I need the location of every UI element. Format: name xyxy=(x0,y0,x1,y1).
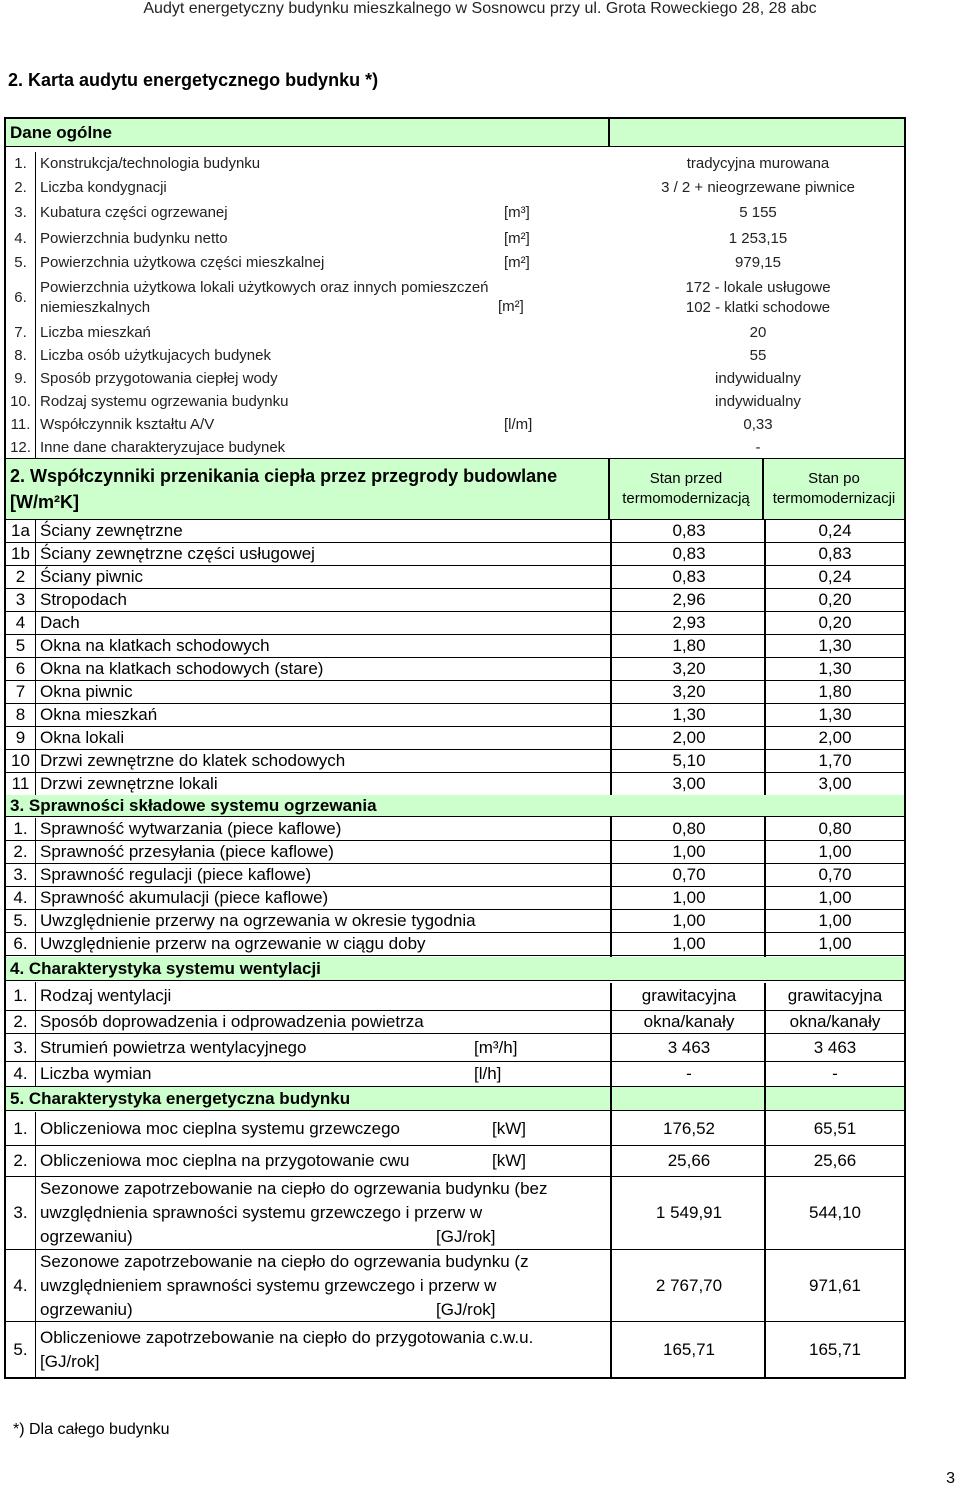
general-row xyxy=(6,344,904,367)
value-before: 5,10 xyxy=(672,751,706,770)
value-before: 1 549,91 xyxy=(655,1203,723,1222)
row-number: 7 xyxy=(6,681,36,703)
row-unit: [kW] xyxy=(492,1151,526,1170)
footnote: *) Dla całego budynku xyxy=(13,1421,170,1438)
row-value: indywidualny xyxy=(715,370,801,387)
separator-before-3 xyxy=(610,817,612,957)
row-label-line2: [GJ/rok] xyxy=(40,1352,100,1371)
value-after: 0,70 xyxy=(818,865,852,884)
row-number: 11. xyxy=(6,413,36,436)
row-label: Stropodach xyxy=(40,590,127,609)
value-after: 65,51 xyxy=(813,1118,857,1138)
row-number: 3. xyxy=(6,864,36,886)
row-label-line3 xyxy=(40,1225,610,1249)
value-after: 1,00 xyxy=(818,911,852,930)
row-unit: [GJ/rok] xyxy=(436,1227,496,1246)
value-after: okna/kanały xyxy=(789,1012,881,1031)
u-value-row xyxy=(6,658,904,681)
energy-row xyxy=(6,1112,904,1146)
section4-heading-row xyxy=(6,957,904,981)
value-before: 3,20 xyxy=(672,682,706,701)
row-label-line1: Obliczeniowe zapotrzebowanie na ciepło do przygotowania c.w.u. xyxy=(40,1328,534,1347)
general-row xyxy=(6,274,904,321)
row-unit xyxy=(474,1011,564,1033)
row-label: Obliczeniowa moc cieplna systemu grzewczego xyxy=(40,1118,400,1138)
row-value-line2: 102 - klatki schodowe xyxy=(685,298,831,316)
row-label: Ściany zewnętrzne xyxy=(40,521,183,540)
row-value: 3 / 2 + nieogrzewane piwnice xyxy=(661,178,855,196)
row-number: 7. xyxy=(6,321,36,344)
row-label: Liczba wymian xyxy=(40,1064,152,1083)
row-label: Sposób doprowadzenia i odprowadzenia powietrza xyxy=(40,1012,424,1031)
row-label: Współczynnik kształtu A/V xyxy=(40,416,215,433)
energy-row xyxy=(6,1177,904,1250)
efficiency-row xyxy=(6,818,904,841)
value-before: 2,93 xyxy=(672,613,706,632)
value-before: 165,71 xyxy=(663,1340,715,1359)
value-before: 3,20 xyxy=(672,659,706,678)
row-label-line2: uwzględnieniem sprawności systemu grzewczego i przerw w xyxy=(40,1275,497,1295)
u-value-row xyxy=(6,589,904,612)
u-value-row xyxy=(6,704,904,727)
row-number: 9. xyxy=(6,367,36,390)
row-label xyxy=(36,1250,610,1321)
row-number: 3. xyxy=(6,1034,36,1061)
u-value-row xyxy=(6,566,904,589)
row-unit xyxy=(504,390,584,413)
value-before: 1,30 xyxy=(672,705,706,724)
row-number: 1. xyxy=(6,1112,36,1145)
value-after: 0,24 xyxy=(818,521,852,540)
general-row xyxy=(6,367,904,390)
row-number: 2 xyxy=(6,566,36,588)
value-after: 2,00 xyxy=(818,728,852,747)
row-unit xyxy=(474,982,564,1010)
value-before: 176,52 xyxy=(663,1118,715,1138)
row-label: Okna na klatkach schodowych xyxy=(40,636,270,655)
value-before: 1,00 xyxy=(672,888,706,907)
value-after: - xyxy=(832,1064,838,1083)
ventilation-row xyxy=(6,982,904,1011)
row-label: Konstrukcja/technologia budynku xyxy=(40,155,261,172)
value-after: 971,61 xyxy=(809,1275,861,1295)
row-label: Okna mieszkań xyxy=(40,705,158,724)
row-label: Liczba kondygnacji xyxy=(40,178,167,196)
row-unit xyxy=(504,436,584,458)
value-before: 2,96 xyxy=(672,590,706,609)
section4-heading: 4. Charakterystyka systemu wentylacji xyxy=(10,958,321,978)
row-label: Sposób przygotowania ciepłej wody xyxy=(40,370,278,387)
separator-before-1 xyxy=(610,983,612,1377)
efficiency-row xyxy=(6,933,904,956)
row-label: Drzwi zewnętrzne do klatek schodowych xyxy=(40,751,346,770)
row-number: 5. xyxy=(6,250,36,274)
u-value-row xyxy=(6,543,904,566)
section2-heading-line2: [W/m²K] xyxy=(10,492,79,512)
row-number: 10 xyxy=(6,750,36,772)
value-after: 1,00 xyxy=(818,934,852,953)
row-number: 11 xyxy=(6,773,36,795)
row-label: Rodzaj systemu ogrzewania budynku xyxy=(40,393,289,410)
row-unit: [kW] xyxy=(492,1118,526,1138)
row-number: 2. xyxy=(6,175,36,199)
energy-row xyxy=(6,1146,904,1177)
row-unit: [l/m] xyxy=(504,416,533,433)
efficiency-row xyxy=(6,864,904,887)
row-label xyxy=(36,274,496,321)
row-number: 5. xyxy=(6,910,36,932)
value-before: 1,80 xyxy=(672,636,706,655)
value-before: grawitacyjna xyxy=(641,986,737,1005)
u-value-row xyxy=(6,635,904,658)
general-heading: Dane ogólne xyxy=(6,119,610,146)
row-label: Sprawność przesyłania (piece kaflowe) xyxy=(40,842,334,861)
row-unit: [m²] xyxy=(498,298,524,315)
u-value-row xyxy=(6,612,904,635)
row-label: Obliczeniowa moc cieplna na przygotowanie cwu xyxy=(40,1151,410,1170)
row-label xyxy=(36,1322,610,1378)
section3-heading: 3. Sprawności składowe systemu ogrzewania xyxy=(10,795,377,815)
row-number: 5. xyxy=(6,1322,36,1378)
value-before: 3,00 xyxy=(672,774,706,793)
value-after: 0,24 xyxy=(818,567,852,586)
row-value: tradycyjna murowana xyxy=(686,155,830,172)
row-number: 4. xyxy=(6,1062,36,1086)
row-unit: [GJ/rok] xyxy=(436,1299,496,1319)
row-label-line3-text: ogrzewaniu) xyxy=(40,1299,133,1319)
row-label-line1: Sezonowe zapotrzebowanie na ciepło do ogrzewania budynku (bez xyxy=(40,1179,548,1198)
page-title: 2. Karta audytu energetycznego budynku *) xyxy=(8,70,379,90)
row-unit xyxy=(504,175,584,199)
row-label: Okna na klatkach schodowych (stare) xyxy=(40,659,324,678)
efficiency-row xyxy=(6,887,904,910)
row-number: 6. xyxy=(6,274,36,321)
row-number: 4. xyxy=(6,887,36,909)
row-label: Ściany zewnętrzne części usługowej xyxy=(40,544,315,563)
row-number: 6. xyxy=(6,933,36,955)
value-after: 25,66 xyxy=(813,1151,857,1170)
row-label-line2: niemieszkalnych xyxy=(40,298,151,316)
value-after: 1,70 xyxy=(818,751,852,770)
row-number: 10. xyxy=(6,390,36,413)
separator-after-2 xyxy=(764,520,766,795)
value-before: 2 767,70 xyxy=(655,1275,723,1295)
row-label: Okna lokali xyxy=(40,728,125,747)
row-label: Kubatura części ogrzewanej xyxy=(40,204,228,221)
row-number: 9 xyxy=(6,727,36,749)
value-before: okna/kanały xyxy=(643,1012,735,1031)
value-before: 0,83 xyxy=(672,521,706,540)
row-value-line1: 172 - lokale usługowe xyxy=(685,278,831,296)
row-value: 20 xyxy=(749,324,767,341)
section5-heading: 5. Charakterystyka energetyczna budynku xyxy=(10,1088,351,1108)
page-number: 3 xyxy=(946,1470,955,1487)
row-number: 1a xyxy=(6,520,36,542)
row-label-line1: Powierzchnia użytkowa lokali użytkowych oraz innych pomieszczeń xyxy=(40,278,489,296)
row-number: 8. xyxy=(6,344,36,367)
row-label: Inne dane charakteryzujace budynek xyxy=(40,438,286,456)
row-unit: [m²] xyxy=(504,253,530,271)
separator-before-2 xyxy=(610,520,612,795)
general-heading-row xyxy=(6,119,904,147)
general-row xyxy=(6,321,904,344)
value-before: 0,80 xyxy=(672,819,706,838)
row-unit: [m²] xyxy=(504,229,530,247)
document-header: Audyt energetyczny budynku mieszkalnego w Sosnowcu przy ul. Grota Roweckiego 28, 28 abc xyxy=(143,0,817,17)
row-label: Rodzaj wentylacji xyxy=(40,986,172,1005)
row-number: 3 xyxy=(6,589,36,611)
value-before: 1,00 xyxy=(672,911,706,930)
value-before: 2,00 xyxy=(672,728,706,747)
value-before: - xyxy=(686,1064,692,1083)
row-number: 1. xyxy=(6,152,36,175)
row-value: 979,15 xyxy=(735,253,781,271)
u-value-row xyxy=(6,727,904,750)
value-after: 165,71 xyxy=(809,1340,861,1359)
value-before: 0,70 xyxy=(672,865,706,884)
efficiency-row xyxy=(6,841,904,864)
row-label: Dach xyxy=(40,613,80,632)
row-value xyxy=(612,274,904,321)
general-row xyxy=(6,199,904,226)
energy-row xyxy=(6,1322,904,1378)
value-after: 1,00 xyxy=(818,842,852,861)
value-after: 1,00 xyxy=(818,888,852,907)
row-label: Uwzględnienie przerwy na ogrzewania w okresie tygodnia xyxy=(40,911,476,930)
row-value: 55 xyxy=(749,347,767,364)
value-after: 1,30 xyxy=(818,659,852,678)
section2-heading-row xyxy=(6,458,904,520)
efficiency-row xyxy=(6,910,904,933)
row-value: indywidualny xyxy=(715,393,801,410)
col-before-header: Stan przed termomodernizacją xyxy=(610,459,764,519)
row-number: 2. xyxy=(6,1011,36,1033)
row-number: 8 xyxy=(6,704,36,726)
row-label-line3 xyxy=(40,1298,610,1322)
general-row xyxy=(6,152,904,175)
row-label: Sprawność wytwarzania (piece kaflowe) xyxy=(40,819,342,838)
value-before: 0,83 xyxy=(672,567,706,586)
row-label: Drzwi zewnętrzne lokali xyxy=(40,774,218,793)
row-unit: [m³] xyxy=(504,204,530,221)
row-label: Sprawność akumulacji (piece kaflowe) xyxy=(40,888,329,907)
row-label xyxy=(36,1177,610,1249)
value-after: 3 463 xyxy=(813,1037,857,1057)
value-after: 0,83 xyxy=(818,544,852,563)
row-number: 2. xyxy=(6,1146,36,1176)
separator-after-3 xyxy=(764,817,766,957)
value-after: 3,00 xyxy=(818,774,852,793)
value-after: 0,20 xyxy=(818,590,852,609)
value-before: 1,00 xyxy=(672,934,706,953)
row-unit: [l/h] xyxy=(474,1064,502,1083)
energy-row xyxy=(6,1250,904,1322)
value-after: 0,20 xyxy=(818,613,852,632)
row-number: 4. xyxy=(6,226,36,250)
row-label: Powierzchnia użytkowa części mieszkalnej xyxy=(40,253,325,271)
row-number: 2. xyxy=(6,841,36,863)
row-number: 3. xyxy=(6,199,36,226)
row-label: Powierzchnia budynku netto xyxy=(40,229,228,247)
row-number: 1. xyxy=(6,982,36,1010)
section5-heading-row xyxy=(6,1087,904,1111)
row-label: Ściany piwnic xyxy=(40,567,143,586)
value-after: grawitacyjna xyxy=(787,986,883,1005)
ventilation-row xyxy=(6,1062,904,1087)
row-value: 5 155 xyxy=(739,204,777,221)
value-after: 1,80 xyxy=(818,682,852,701)
row-number: 1. xyxy=(6,818,36,840)
value-before: 3 463 xyxy=(667,1037,711,1057)
row-label: Liczba osób użytkujacych budynek xyxy=(40,347,271,364)
general-heading-blank xyxy=(610,119,904,146)
row-label-line1: Sezonowe zapotrzebowanie na ciepło do ogrzewania budynku (z xyxy=(40,1251,529,1271)
row-value: - xyxy=(755,438,761,456)
row-unit xyxy=(504,321,584,344)
row-label: Strumień powietrza wentylacyjnego xyxy=(40,1037,307,1057)
row-label: Liczba mieszkań xyxy=(40,324,151,341)
row-number: 12. xyxy=(6,436,36,458)
value-after: 1,30 xyxy=(818,636,852,655)
u-value-row xyxy=(6,750,904,773)
row-number: 1b xyxy=(6,543,36,565)
row-number: 3. xyxy=(6,1177,36,1249)
general-row xyxy=(6,226,904,250)
value-after: 1,30 xyxy=(818,705,852,724)
u-value-row xyxy=(6,520,904,543)
section2-heading xyxy=(6,459,610,519)
section2-heading-line1: 2. Współczynniki przenikania ciepła przez przegrody budowlane xyxy=(10,466,558,486)
row-label-line3-text: ogrzewaniu) xyxy=(40,1227,133,1246)
row-number: 6 xyxy=(6,658,36,680)
row-label: Sprawność regulacji (piece kaflowe) xyxy=(40,865,312,884)
general-row xyxy=(6,250,904,274)
row-label-line2: uwzględnienia sprawności systemu grzewczego i przerw w xyxy=(40,1203,483,1222)
u-value-row xyxy=(6,681,904,704)
row-unit xyxy=(504,367,584,390)
row-number: 5 xyxy=(6,635,36,657)
section3-heading-row xyxy=(6,795,904,817)
row-label: Uwzględnienie przerw na ogrzewanie w ciągu doby xyxy=(40,934,426,953)
value-before: 0,83 xyxy=(672,544,706,563)
col-after-header: Stan po termomodernizacji xyxy=(772,470,896,507)
row-unit xyxy=(504,152,584,175)
row-label: Okna piwnic xyxy=(40,682,133,701)
value-after: 544,10 xyxy=(809,1203,861,1222)
general-row xyxy=(6,175,904,199)
ventilation-row xyxy=(6,1034,904,1062)
row-unit xyxy=(504,344,584,367)
u-value-row xyxy=(6,773,904,796)
value-before: 25,66 xyxy=(667,1151,711,1170)
general-row xyxy=(6,436,904,458)
row-number: 4 xyxy=(6,612,36,634)
separator-after-1 xyxy=(764,983,766,1377)
ventilation-row xyxy=(6,1011,904,1034)
row-value: 0,33 xyxy=(743,416,773,433)
value-before: 1,00 xyxy=(672,842,706,861)
value-after: 0,80 xyxy=(818,819,852,838)
general-row xyxy=(6,390,904,413)
general-row xyxy=(6,413,904,436)
row-unit: [m³/h] xyxy=(474,1037,518,1057)
row-value: 1 253,15 xyxy=(728,229,788,247)
row-number: 4. xyxy=(6,1250,36,1321)
